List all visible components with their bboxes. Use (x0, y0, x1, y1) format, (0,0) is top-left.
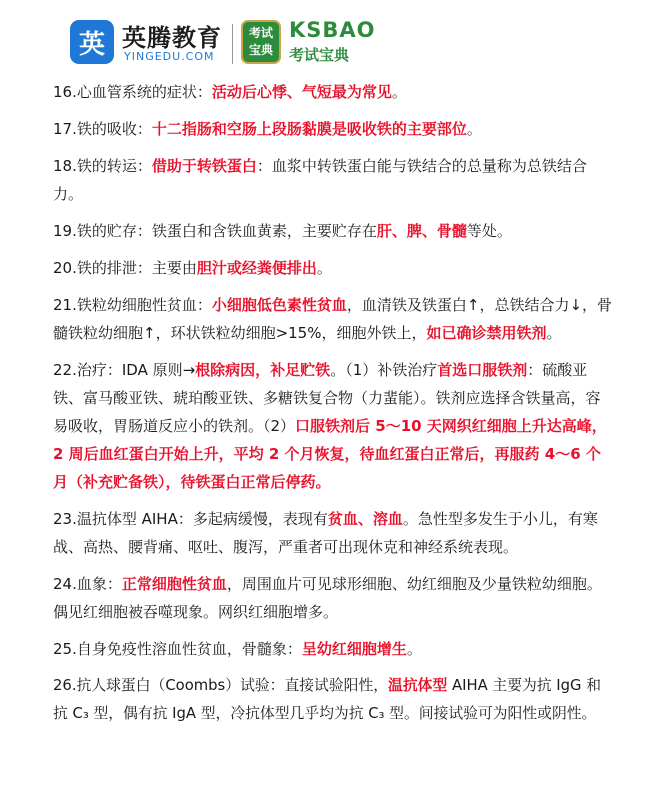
highlight-text: 活动后心悸、气短最为常见 (211, 83, 392, 101)
highlight-text: 首选口服铁剂 (437, 361, 528, 379)
highlight-text: 胆汁或经粪便排出 (196, 259, 317, 277)
body-text: ，周围血片可见球形细胞、幼红细胞及少量铁粒幼细胞。偶见红细胞被吞噬现象。网织红细胞增多。 (53, 575, 602, 621)
highlight-text: 肝、脾、骨髓 (376, 222, 467, 240)
body-text: 19.铁的贮存：铁蛋白和含铁血黄素，主要贮存在 (53, 222, 377, 240)
body-text: 17.铁的吸收： (53, 120, 152, 138)
note-item (53, 505, 613, 561)
highlight-text: 温抗体型 (388, 677, 448, 694)
body-text: ：硫酸亚铁、富马酸亚铁、琥珀酸亚铁、多糖铁复合物（力蜚能）。铁剂应选择含铁量高，容易吸收，胃肠道反应小的铁剂。（2） (53, 361, 601, 435)
note-item (53, 217, 613, 245)
highlight-text: 如已确诊禁用铁剂 (426, 324, 547, 342)
body-text: 23.温抗体型 AIHA：多起病缓慢，表现有 (53, 510, 328, 528)
highlight-text: 口服铁剂后 5～10 天网织红细胞上升达高峰，2 周后血红蛋白开始上升，平均 2 个月恢复，待血红蛋白正常后，再服药 4～6 个月（补充贮备铁），待铁蛋白正常后停药。 (53, 417, 607, 491)
ksbao-badge-icon: 考试 宝典 (241, 20, 281, 64)
body-text: 。 (466, 120, 482, 138)
highlight-text: 小细胞低色素性贫血 (211, 296, 347, 314)
highlight-text: 贫血、溶血 (327, 510, 403, 528)
body-text: 20.铁的排泄：主要由 (53, 259, 197, 277)
note-item (53, 115, 613, 143)
ksbao-subtitle: 考试宝典 (289, 46, 350, 64)
body-text: 22.治疗：IDA 原则→ (53, 361, 196, 379)
note-list (53, 78, 613, 737)
body-text: 18.铁的转运： (53, 157, 152, 175)
yingedu-logo-icon: 英 (70, 20, 114, 64)
body-text: AIHA 主要为抗 IgG 和抗 C₃ 型，偶有抗 IgA 型，冷抗体型几乎均为抗 C₃ 型。间接试验可为阳性或阴性。 (53, 677, 602, 722)
body-text: ：血浆中转铁蛋白能与铁结合的总量称为总铁结合力。 (53, 157, 587, 203)
body-text: 。 (406, 640, 422, 658)
highlight-text: 根除病因，补足贮铁 (195, 361, 331, 379)
highlight-text: 呈幼红细胞增生 (301, 640, 407, 658)
body-text: 21.铁粒幼细胞性贫血： (53, 296, 212, 314)
logo-divider (232, 24, 233, 64)
body-text: 16.心血管系统的症状： (53, 83, 212, 101)
body-text: 24.血象： (53, 575, 122, 593)
body-text: 。 (316, 259, 332, 277)
body-text: 等处。 (466, 222, 512, 240)
note-item (53, 78, 613, 106)
note-item (53, 152, 613, 208)
body-text: 25.自身免疫性溶血性贫血，骨髓象： (53, 640, 302, 658)
brand-name: 英腾教育 (122, 24, 222, 52)
note-item (53, 291, 613, 347)
note-item (53, 635, 613, 663)
body-text: 。（1）补铁治疗 (330, 361, 438, 379)
body-text: 。急性型多发生于小儿，有寒战、高热、腰背痛、呕吐、腹泻，严重者可出现休克和神经系统表现。 (53, 510, 598, 556)
highlight-text: 十二指肠和空肠上段肠黏膜是吸收铁的主要部位 (151, 120, 467, 138)
body-text: 26.抗人球蛋白（Coombs）试验：直接试验阳性， (53, 677, 389, 694)
ksbao-title: KSBAO (289, 18, 376, 42)
highlight-text: 正常细胞性贫血 (121, 575, 227, 593)
highlight-text: 借助于转铁蛋白 (151, 157, 257, 175)
brand-domain: YINGEDU.COM (124, 50, 215, 63)
body-text: 。 (546, 324, 562, 342)
note-item (53, 356, 613, 496)
note-item (53, 570, 613, 626)
note-item (53, 254, 613, 282)
body-text: ，血清铁及铁蛋白↑，总铁结合力↓，骨髓铁粒幼细胞↑，环状铁粒幼细胞>15%，细胞外铁上， (53, 296, 613, 342)
body-text: 。 (391, 83, 407, 101)
note-item (53, 672, 613, 728)
